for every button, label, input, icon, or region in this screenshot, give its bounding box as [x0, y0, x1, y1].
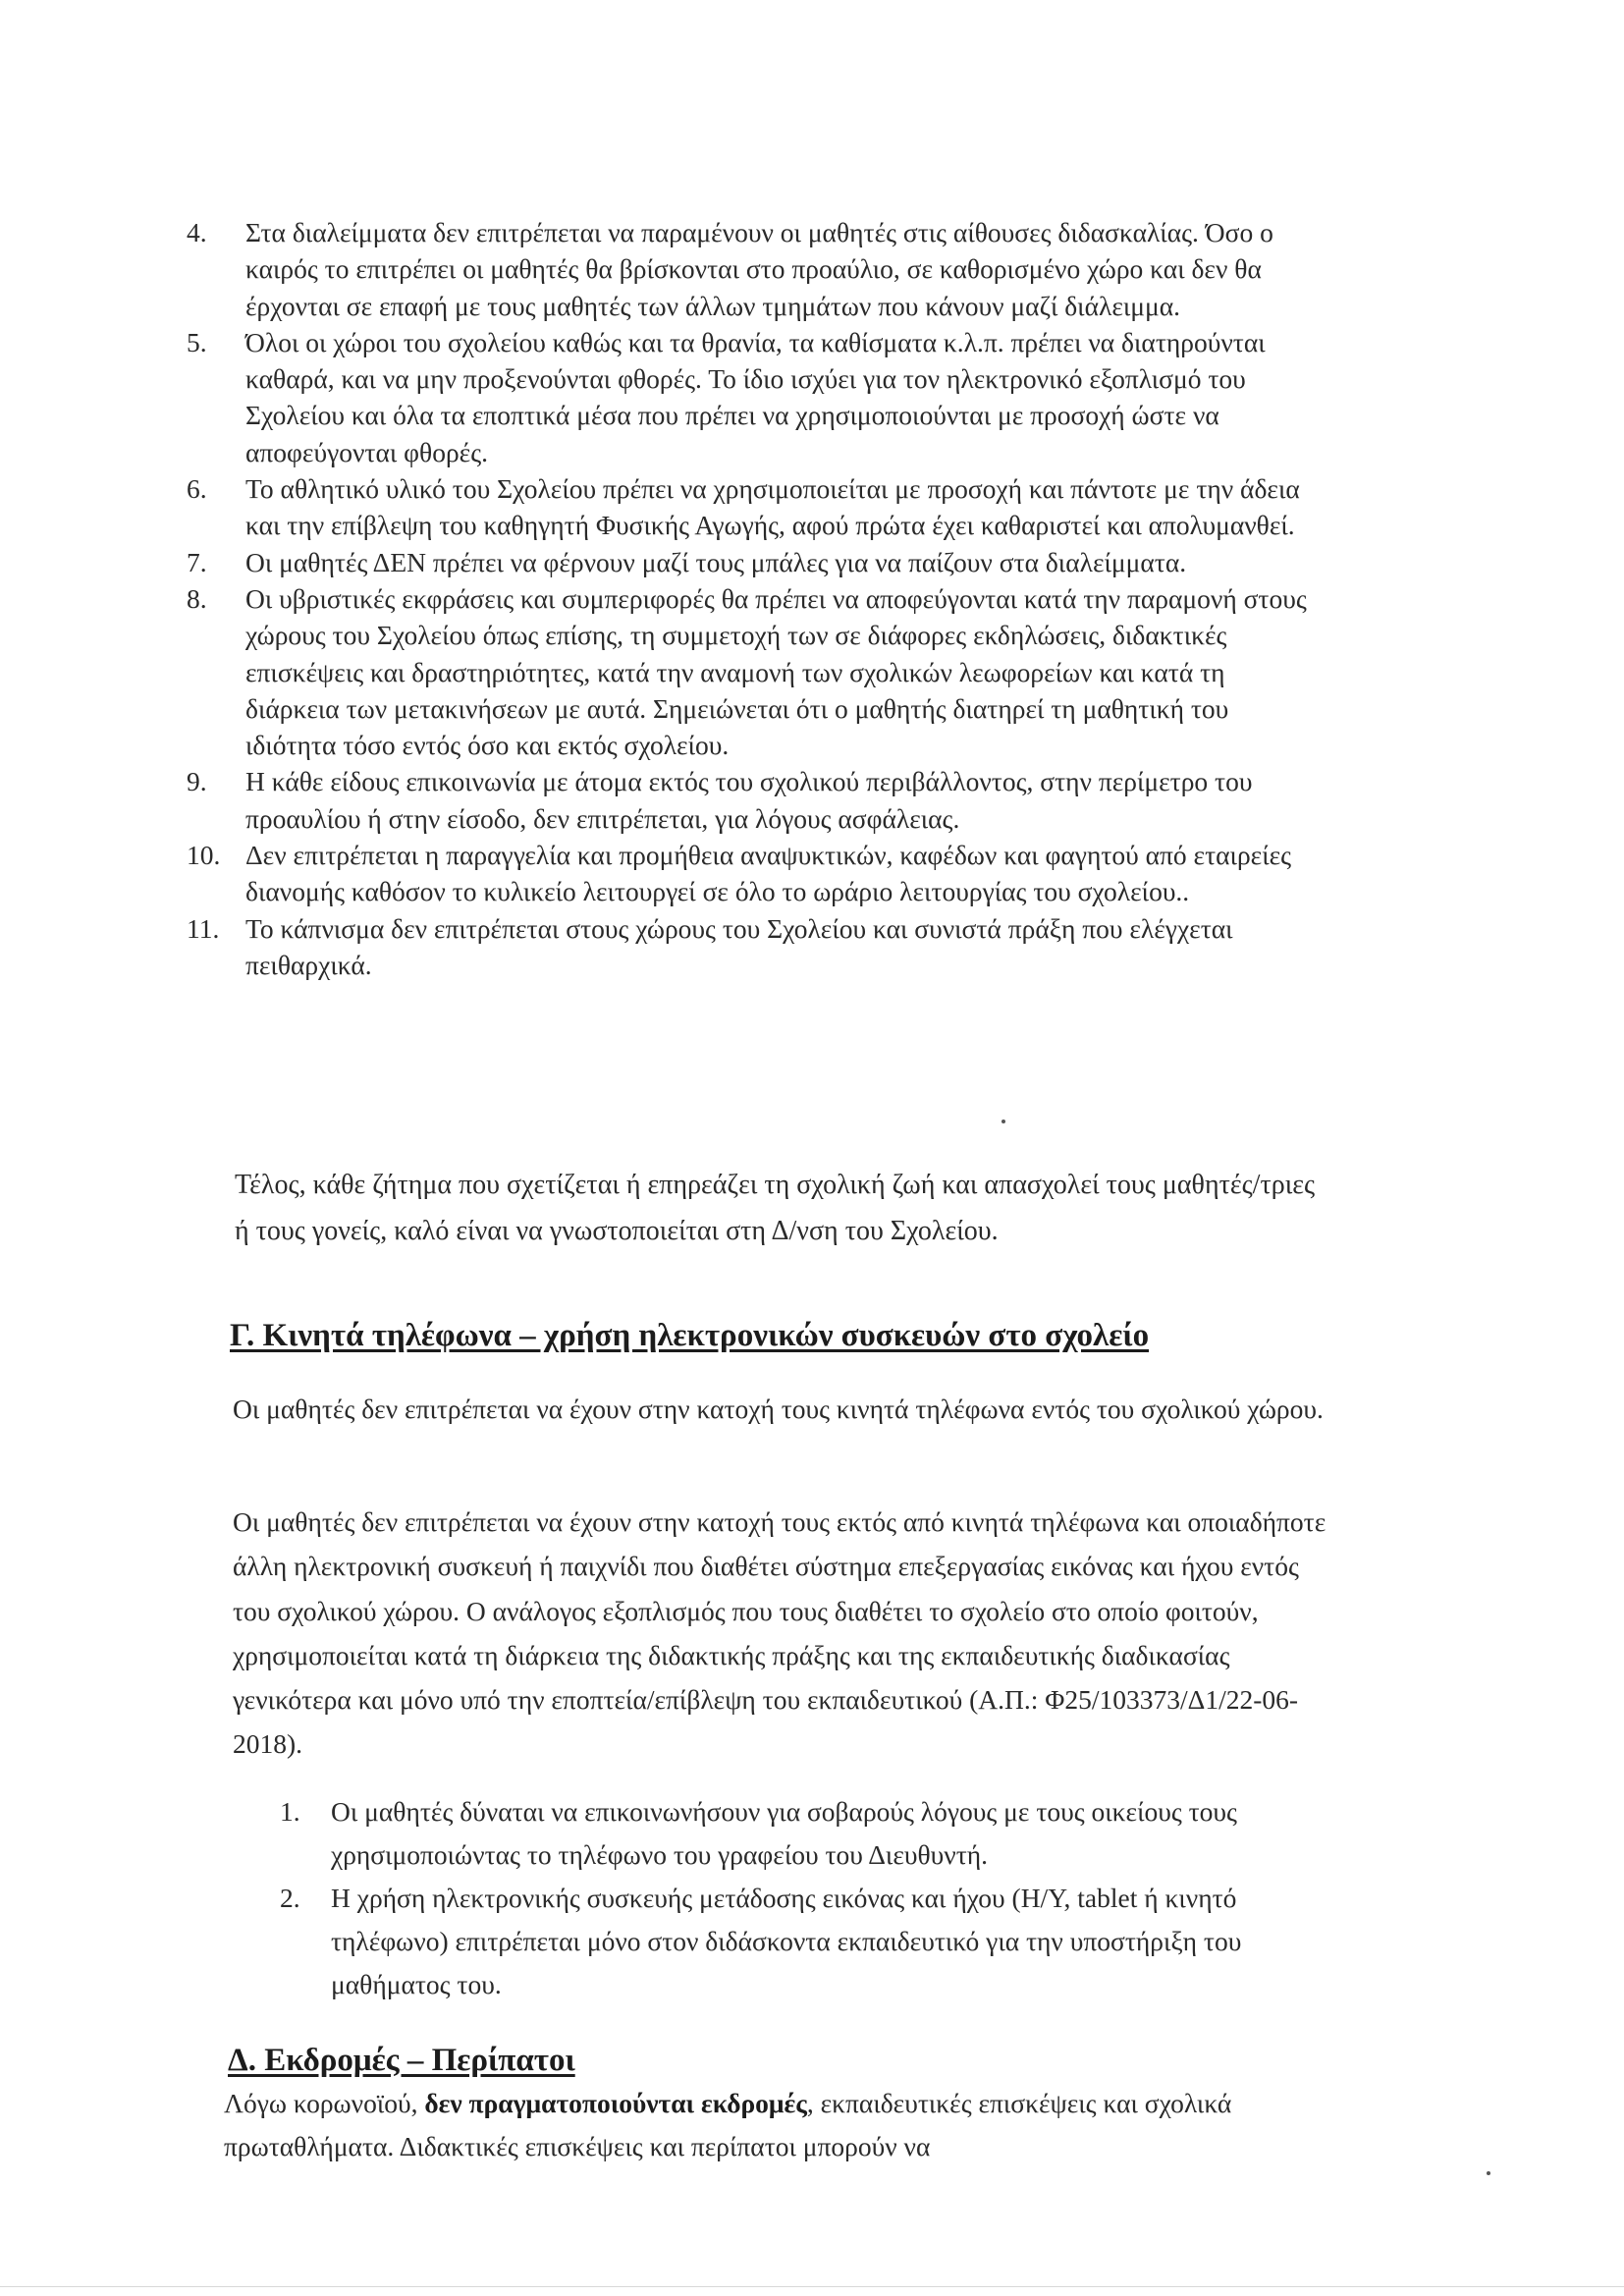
- list-number: 10.: [187, 840, 221, 871]
- list-text: Η κάθε είδους επικοινωνία με άτομα εκτός του σχολικού περιβάλλοντος, στην περίμετρο του προαυλίου ή στην είσοδο, δεν επιτρέπεται, για λόγους ασφάλειας.: [245, 766, 1253, 834]
- list-text: Οι μαθητές δύναται να επικοινωνήσουν για σοβαρούς λόγους με τους οικείους τους χρησιμοποιώντας το τηλέφωνο του γραφείου του Διευθυντή.: [331, 1796, 1237, 1870]
- list-number: 7.: [187, 546, 207, 577]
- rules-list: [187, 214, 1316, 983]
- scan-edge: [0, 2286, 1624, 2287]
- list-item: [187, 544, 1316, 580]
- list-item: [187, 580, 1316, 763]
- paragraph: Οι μαθητές δεν επιτρέπεται να έχουν στην κατοχή τους κινητά τηλέφωνα εντός του σχολικού χώρου.: [233, 1394, 1324, 1424]
- phone-rules-list: [280, 1790, 1321, 2006]
- list-item: [187, 910, 1316, 984]
- list-item: [187, 324, 1316, 470]
- list-item: [280, 1790, 1321, 1877]
- scan-speck: [1001, 1120, 1005, 1123]
- list-text: Το κάπνισμα δεν επιτρέπεται στους χώρους του Σχολείου και συνιστά πράξη που ελέγχεται πειθαρχικά.: [245, 912, 1233, 980]
- list-number: 2.: [280, 1883, 300, 1913]
- paragraph-lead: Λόγω κορωνοϊού,: [224, 2088, 425, 2118]
- list-number: 8.: [187, 582, 207, 614]
- list-number: 4.: [187, 217, 207, 247]
- list-item: [280, 1877, 1321, 2006]
- list-text: Οι μαθητές ΔΕΝ πρέπει να φέρνουν μαζί τους μπάλες για να παίζουν στα διαλείμματα.: [245, 546, 1187, 577]
- closing-note: Τέλος, κάθε ζήτημα που σχετίζεται ή επηρεάζει τη σχολική ζωή και απασχολεί τους μαθητές/τριες ή τους γονείς, καλό είναι να γνωστοποιείται στη Δ/νση του Σχολείου.: [235, 1170, 1316, 1246]
- list-item: [187, 837, 1316, 910]
- list-number: 5.: [187, 326, 207, 357]
- list-number: 6.: [187, 473, 207, 505]
- list-text: Η χρήση ηλεκτρονικής συσκευής μετάδοσης εικόνας και ήχου (Η/Υ, tablet ή κινητό τηλέφωνο) επιτρέπεται μόνο στον διδάσκοντα εκπαιδευτικό για την υποστήριξη του μαθήματος του.: [331, 1883, 1242, 1999]
- list-text: Δεν επιτρέπεται η παραγγελία και προμήθεια αναψυκτικών, καφέδων και φαγητού από εταιρείες διανομής καθόσον το κυλικείο λειτουργεί σε όλο το ωράριο λειτουργίας του σχολείου..: [245, 840, 1292, 907]
- list-text: Οι υβριστικές εκφράσεις και συμπεριφορές θα πρέπει να αποφεύγονται κατά την παραμονή στους χώρους του Σχολείου όπως επίσης, τη συμμετοχή των σε διάφορες εκδηλώσεις, διδακτικές επισκέψεις και δραστηριότητες, κατά την αναμονή των σχολικών λεωφορείων και κατά τη διάρκεια των μετακινήσεων με αυτά. Σημειώνεται ότι ο μαθητής διατηρεί τη μαθητική του ιδιότητα τόσο εντός όσο και εκτός σχολείου.: [245, 582, 1307, 761]
- list-number: 9.: [187, 766, 207, 797]
- paragraph: Οι μαθητές δεν επιτρέπεται να έχουν στην κατοχή τους εκτός από κινητά τηλέφωνα και οποιαδήποτε άλλη ηλεκτρονική συσκευή ή παιχνίδι που διαθέτει σύστημα επεξεργασίας εικόνας και ήχου εντός του σχολικού χώρου. Ο ανάλογος εξοπλισμός που τους διαθέτει το σχολείο στο οποίο φοιτούν, χρησιμοποιείται κατά τη διάρκεια της διδακτικής πράξης και της εκπαιδευτικής διαδικασίας γενικότερα και μόνο υπό την εποπτεία/επίβλεψη του εκπαιδευτικού (Α.Π.: Φ25/103373/Δ1/22-06-2018).: [233, 1506, 1326, 1760]
- section-heading-mobile-phones: Γ. Κινητά τηλέφωνα – χρήση ηλεκτρονικών συσκευών στο σχολείο: [230, 1318, 1150, 1353]
- list-number: 1.: [280, 1796, 300, 1827]
- list-number: 11.: [187, 912, 220, 944]
- section-heading-excursions: Δ. Εκδρομές – Περίπατοι: [228, 2043, 575, 2078]
- list-text: Στα διαλείμματα δεν επιτρέπεται να παραμένουν οι μαθητές στις αίθουσες διδασκαλίας. Όσο ο καιρός το επιτρέπει οι μαθητές θα βρίσκονται στο προαύλιο, σε καθορισμένο χώρο και δεν θα έρχονται σε επαφή με τους μαθητές των άλλων τμημάτων που κάνουν μαζί διάλειμμα.: [245, 217, 1273, 321]
- list-item: [187, 763, 1316, 837]
- paragraph: [224, 2082, 1333, 2168]
- list-text: Όλοι οι χώροι του σχολείου καθώς και τα θρανία, τα καθίσματα κ.λ.π. πρέπει να διατηρούνται καθαρά, και να μην προξενούνται φθορές. Το ίδιο ισχύει για τον ηλεκτρονικό εξοπλισμό του Σχολείου και όλα τα εποπτικά μέσα που πρέπει να χρησιμοποιούνται με προσοχή ώστε να αποφεύγονται φθορές.: [245, 326, 1266, 467]
- list-text: Το αθλητικό υλικό του Σχολείου πρέπει να χρησιμοποιείται με προσοχή και πάντοτε με την άδεια και την επίβλεψη του καθηγητή Φυσικής Αγωγής, αφού πρώτα έχει καθαριστεί και απολυμανθεί.: [245, 473, 1300, 541]
- paragraph-emphasis: δεν πραγματοποιούνται εκδρομές: [424, 2088, 807, 2118]
- list-item: [187, 470, 1316, 544]
- scan-speck: [1487, 2171, 1490, 2175]
- list-item: [187, 214, 1316, 324]
- paragraph-rest: , εκπαιδευτικές επισκέψεις και σχολικά πρωταθλήματα. Διδακτικές επισκέψεις και περίπατοι μπορούν να: [224, 2088, 1232, 2161]
